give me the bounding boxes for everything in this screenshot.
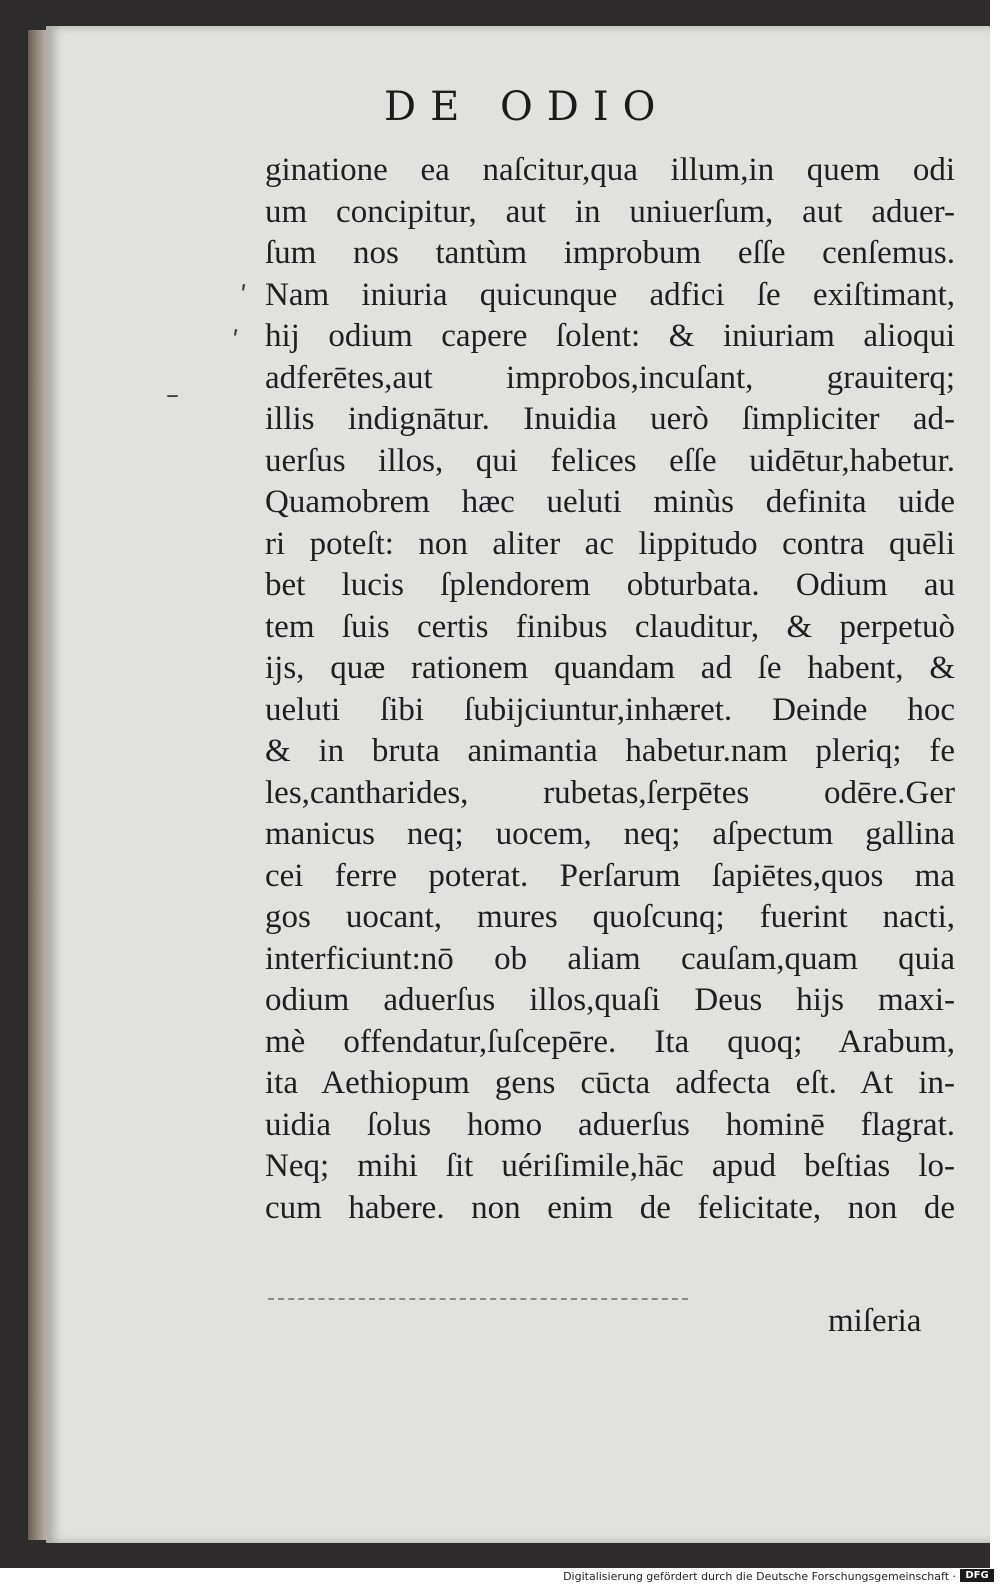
margin-mark: –	[166, 380, 179, 410]
text-line: cum habere. non enim de felicitate, non de	[265, 1189, 955, 1226]
book-spine-edge	[28, 30, 46, 1540]
running-head: DE ODIO	[384, 84, 670, 130]
text-line: gos uocant, mures quoſcunq; fuerint nacti,	[265, 899, 955, 935]
text-line: uerſus illos, qui felices eſſe uidētur,habetur.	[265, 442, 955, 479]
text-line: Neq; mihi ſit uériſimile,hāc apud beſtias lo-	[265, 1148, 955, 1184]
text-line: manicus neq; uocem, neq; aſpectum gallina	[265, 816, 955, 852]
margin-mark: ʹ	[232, 327, 240, 357]
text-line: um concipitur, aut in uniuerſum, aut aduer-	[265, 193, 955, 230]
ink-dashes	[268, 1298, 688, 1306]
text-line: ueluti ſibi ſubijciuntur,inhæret. Deinde hoc	[265, 691, 955, 728]
text-line: ginatione ea naſcitur,qua illum,in quem odi	[265, 152, 955, 188]
text-line: odium aduerſus illos,quaſi Deus hijs maxi-	[265, 982, 955, 1018]
text-line: bet lucis ſplendorem obturbata. Odium au	[265, 567, 955, 603]
text-line: interficiunt:nō ob aliam cauſam,quam quia	[265, 940, 955, 977]
text-line: uidia ſolus homo aduerſus hominē flagrat.	[265, 1106, 955, 1143]
catchword: miſeria	[828, 1303, 922, 1339]
text-line: & in bruta animantia habetur.nam pleriq; fe	[265, 733, 955, 769]
text-line: ijs, quæ rationem quandam ad ſe habent, &	[265, 650, 955, 686]
text-line: ſum nos tantùm improbum eſſe cenſemus.	[265, 235, 955, 271]
text-line: tem ſuis certis finibus clauditur, & perpetuò	[265, 608, 955, 645]
text-line: adferētes,aut improbos,incuſant, grauiterq;	[265, 359, 955, 396]
footer-credit: Digitalisierung gefördert durch die Deutsche Forschungsgemeinschaft ·	[563, 1570, 956, 1583]
text-line: Quamobrem hæc ueluti minùs definita uide	[265, 484, 955, 520]
text-line: illis indignātur. Inuidia uerò ſimpliciter ad-	[265, 401, 955, 437]
body-text	[265, 150, 955, 1229]
text-line: ita Aethiopum gens cūcta adfecta eſt. At in-	[265, 1065, 955, 1101]
dfg-logo: DFG	[960, 1569, 994, 1582]
text-line: cei ferre poterat. Perſarum ſapiētes,quos ma	[265, 857, 955, 894]
text-line: hij odium capere ſolent: & iniuriam alioqui	[265, 318, 955, 354]
text-line: Nam iniuria quicunque adfici ſe exiſtimant,	[265, 276, 955, 313]
text-line: mè offendatur,ſuſcepēre. Ita quoq; Arabum,	[265, 1023, 955, 1060]
text-line: ri poteſt: non aliter ac lippitudo contra quēli	[265, 525, 955, 562]
margin-mark: ʹ	[240, 282, 248, 312]
text-line: les,cantharides, rubetas,ſerpētes odēre.Ger	[265, 774, 955, 811]
